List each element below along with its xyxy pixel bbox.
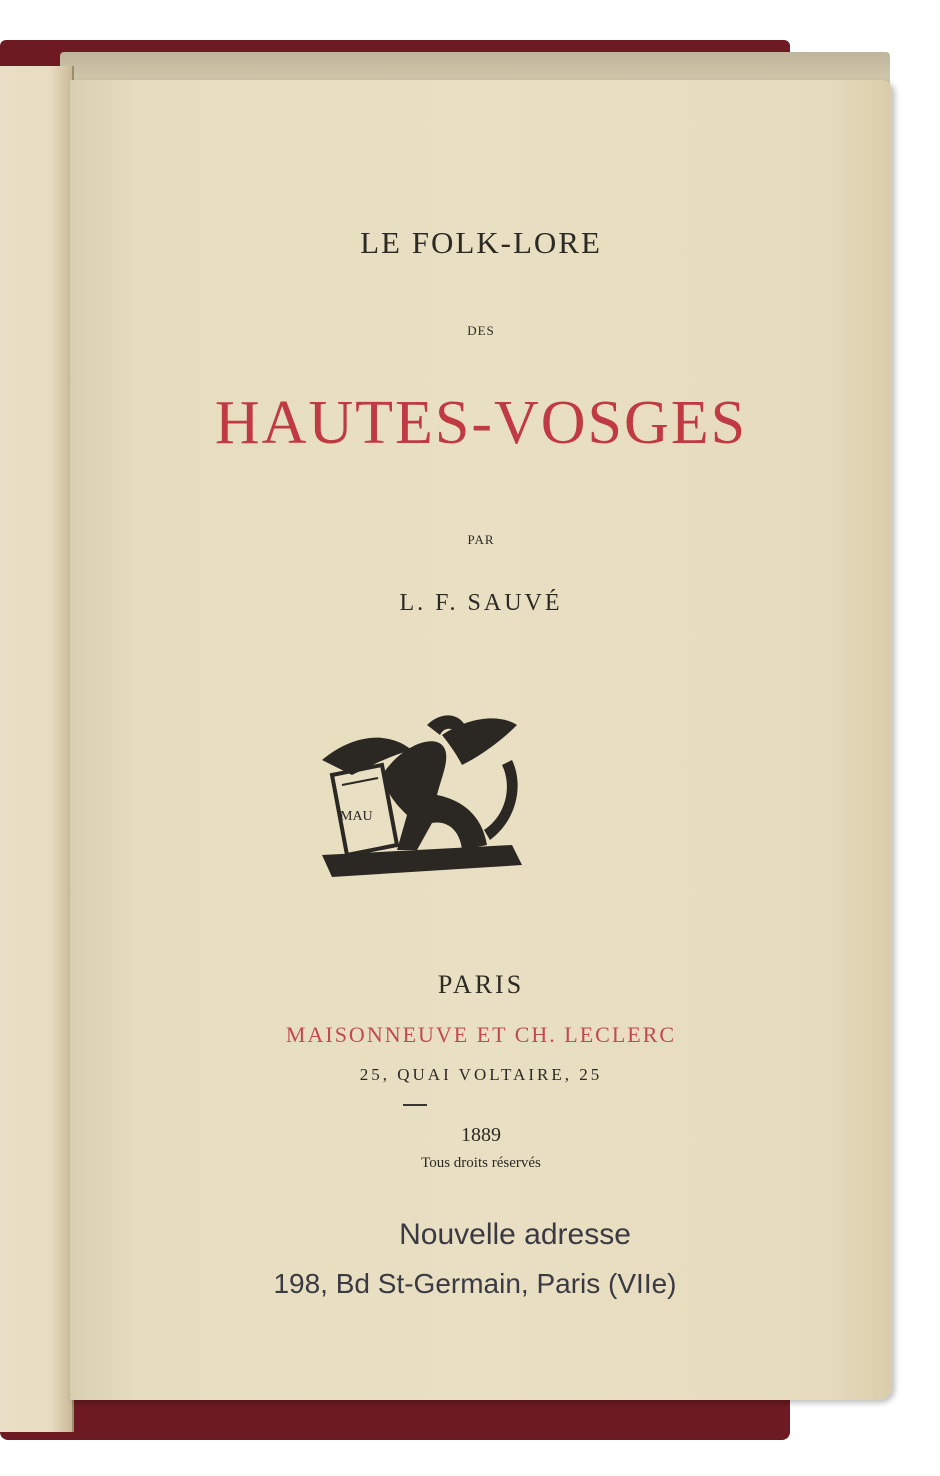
left-page: [0, 66, 74, 1432]
author-name: L. F. SAUVÉ: [399, 590, 563, 616]
title-page: [70, 80, 892, 1400]
city: PARIS: [437, 970, 525, 999]
svg-text:MAU: MAU: [340, 809, 373, 824]
divider: [403, 1104, 427, 1106]
stamp-line-1: Nouvelle adresse: [399, 1218, 631, 1251]
title-des: DES: [467, 323, 495, 338]
main-title: HAUTES-VOSGES: [214, 389, 748, 457]
publication-year: 1889: [461, 1124, 501, 1146]
title-line-1: LE FOLK-LORE: [360, 225, 602, 260]
publisher: MAISONNEUVE ET CH. LECLERC: [285, 1022, 677, 1047]
rights-notice: Tous droits réservés: [421, 1155, 541, 1171]
griffin-emblem-icon: [312, 705, 532, 885]
by-line: PAR: [467, 532, 495, 547]
stamp-line-2: 198, Bd St-Germain, Paris (VIIe): [273, 1268, 677, 1299]
publisher-address: 25, QUAI VOLTAIRE, 25: [359, 1065, 603, 1084]
